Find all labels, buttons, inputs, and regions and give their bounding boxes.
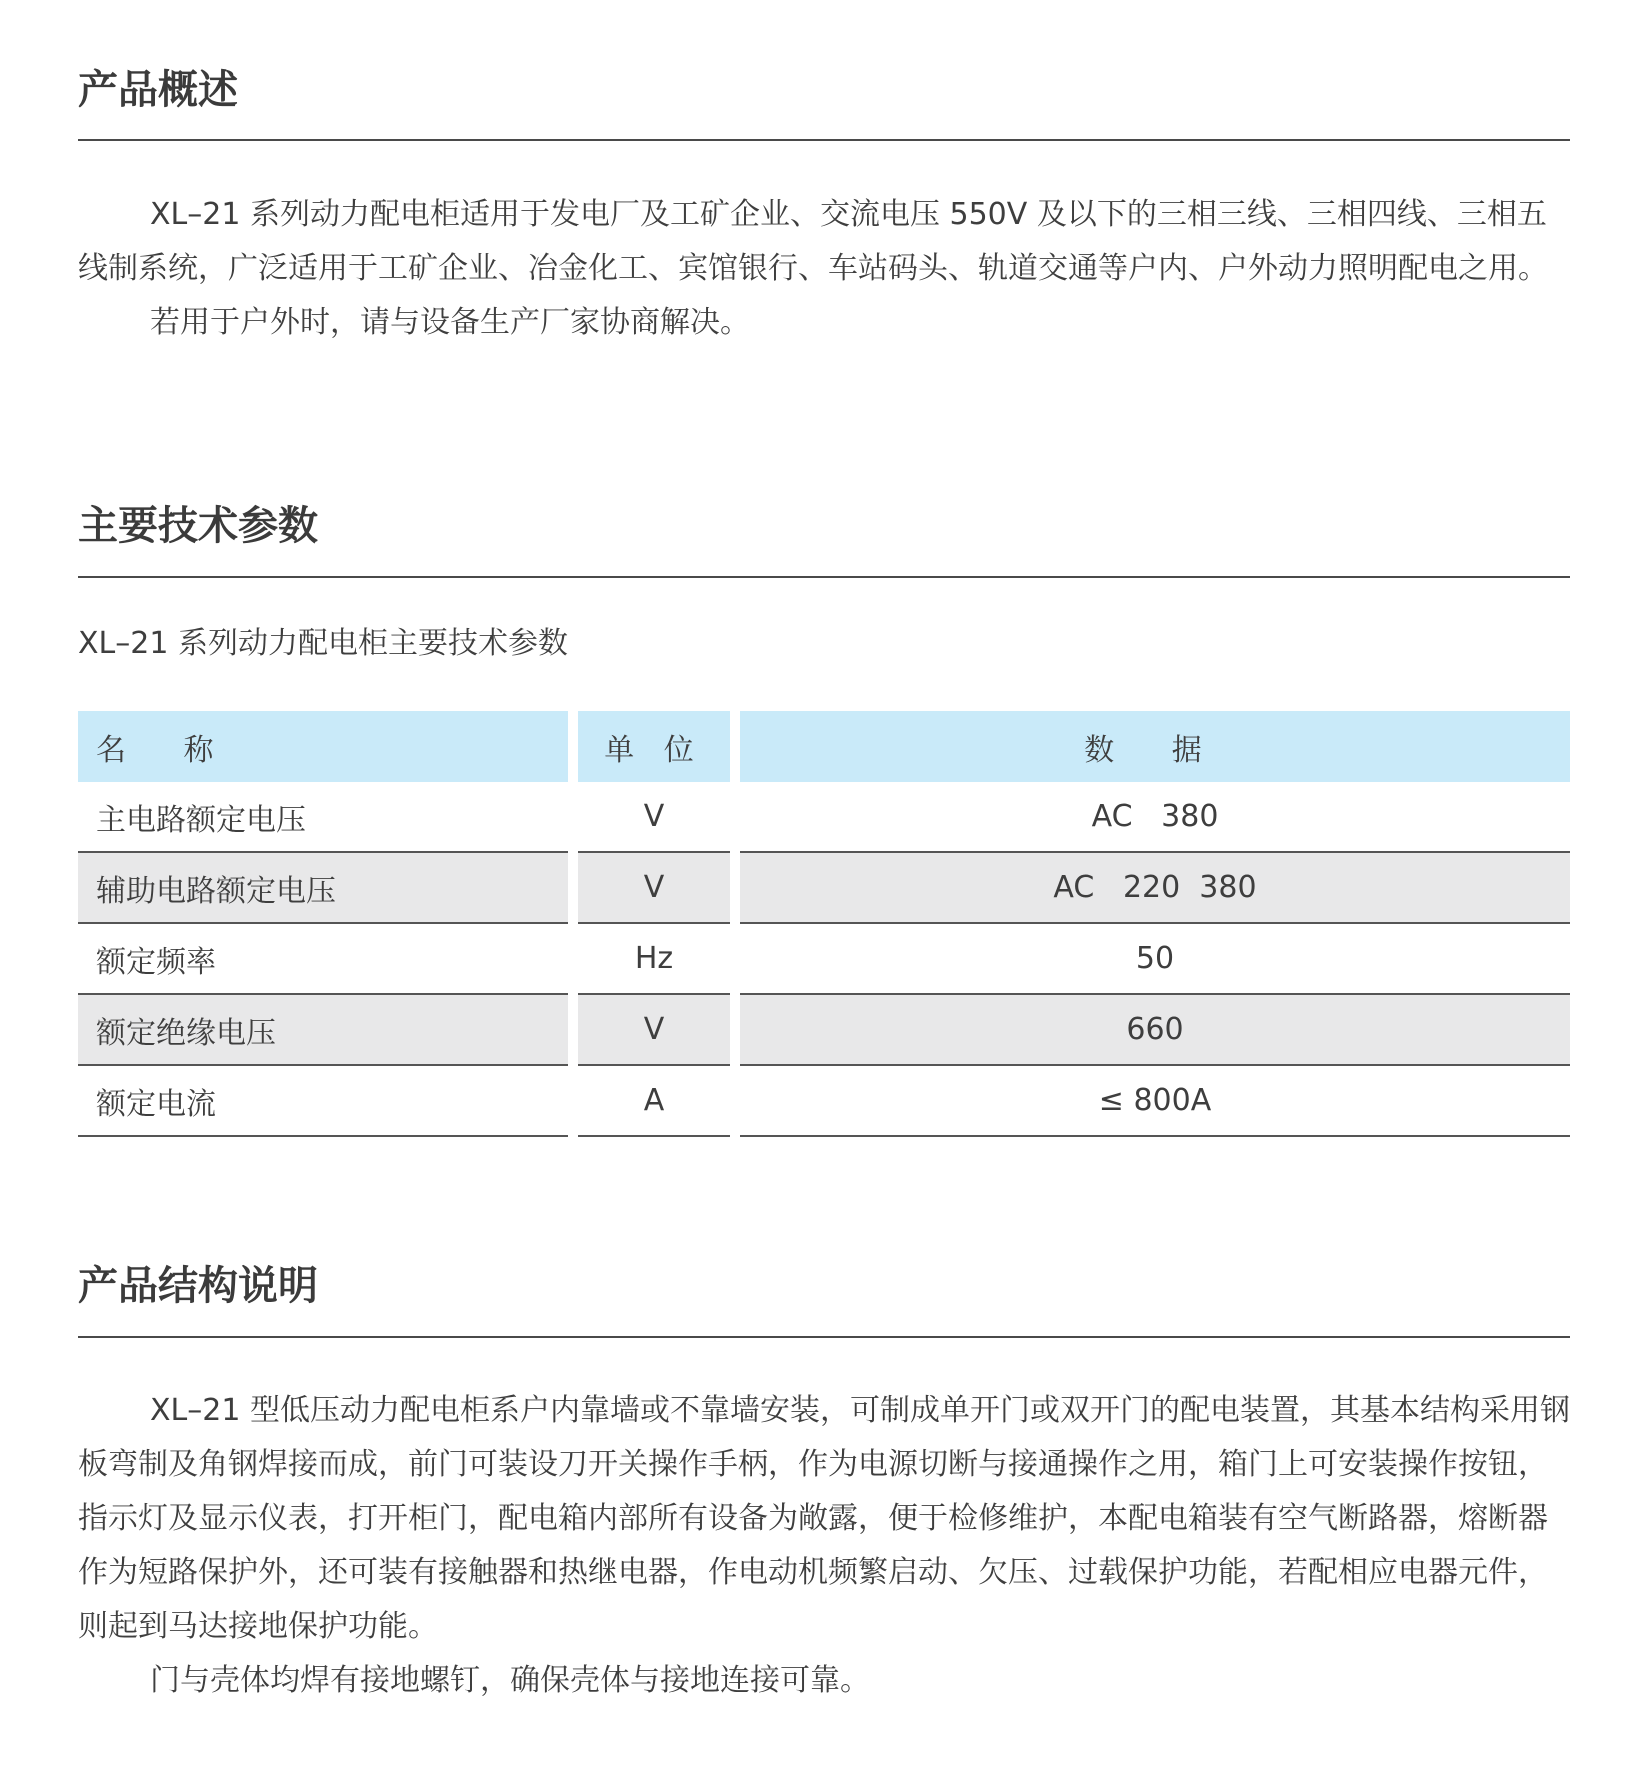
header-data: 数 据 bbox=[740, 711, 1570, 782]
row-gap bbox=[568, 924, 578, 995]
row-name: 额定绝缘电压 bbox=[78, 995, 568, 1066]
table-row bbox=[78, 782, 1570, 853]
row-data: AC 380 bbox=[740, 782, 1570, 853]
row-data: 50 bbox=[740, 924, 1570, 995]
params-divider bbox=[78, 576, 1570, 578]
row-gap bbox=[730, 995, 740, 1066]
row-gap bbox=[568, 782, 578, 853]
row-name: 辅助电路额定电压 bbox=[78, 853, 568, 924]
overview-title: 产品概述 bbox=[78, 67, 238, 113]
overview-body bbox=[78, 188, 1570, 350]
params-title: 主要技术参数 bbox=[78, 503, 318, 549]
structure-divider bbox=[78, 1336, 1570, 1338]
params-table bbox=[78, 711, 1570, 1137]
row-name: 主电路额定电压 bbox=[78, 782, 568, 853]
row-unit: Hz bbox=[578, 924, 730, 995]
header-gap bbox=[730, 711, 740, 782]
row-data: ≤ 800A bbox=[740, 1066, 1570, 1137]
params-header-row bbox=[78, 711, 1570, 782]
row-gap bbox=[568, 853, 578, 924]
row-gap bbox=[730, 853, 740, 924]
table-row bbox=[78, 924, 1570, 995]
structure-body bbox=[78, 1384, 1570, 1708]
row-unit: A bbox=[578, 1066, 730, 1137]
params-table-wrap bbox=[78, 711, 1570, 1137]
row-unit: V bbox=[578, 782, 730, 853]
header-gap bbox=[568, 711, 578, 782]
params-subtitle: XL–21 系列动力配电柜主要技术参数 bbox=[78, 626, 568, 661]
row-unit: V bbox=[578, 995, 730, 1066]
table-row bbox=[78, 1066, 1570, 1137]
structure-section bbox=[78, 1258, 318, 1314]
overview-divider bbox=[78, 139, 1570, 141]
row-gap bbox=[730, 782, 740, 853]
params-subtitle-wrap bbox=[78, 624, 568, 664]
row-unit: V bbox=[578, 853, 730, 924]
params-section bbox=[78, 498, 318, 554]
row-gap bbox=[568, 1066, 578, 1137]
structure-title: 产品结构说明 bbox=[78, 1263, 318, 1309]
structure-paragraph-2: 门与壳体均焊有接地螺钉，确保壳体与接地连接可靠。 bbox=[150, 1663, 870, 1698]
row-gap bbox=[730, 924, 740, 995]
row-gap bbox=[568, 995, 578, 1066]
header-name: 名 称 bbox=[78, 711, 568, 782]
overview-paragraph-2: 若用于户外时，请与设备生产厂家协商解决。 bbox=[150, 305, 750, 340]
row-name: 额定电流 bbox=[78, 1066, 568, 1137]
table-row bbox=[78, 995, 1570, 1066]
row-gap bbox=[730, 1066, 740, 1137]
overview-paragraph-1: XL–21 系列动力配电柜适用于发电厂及工矿企业、交流电压 550V 及以下的三相三线、三相四线、三相五线制系统，广泛适用于工矿企业、冶金化工、宾馆银行、车站码头、轨道交通等户内、户外动力照明配电之用。 bbox=[78, 197, 1548, 286]
row-data: 660 bbox=[740, 995, 1570, 1066]
overview-section bbox=[78, 62, 238, 118]
row-name: 额定频率 bbox=[78, 924, 568, 995]
row-data: AC 220 380 bbox=[740, 853, 1570, 924]
header-unit: 单 位 bbox=[578, 711, 730, 782]
structure-paragraph-1: XL–21 型低压动力配电柜系户内靠墙或不靠墙安装，可制成单开门或双开门的配电装置，其基本结构采用钢板弯制及角钢焊接而成，前门可装设刀开关操作手柄，作为电源切断与接通操作之用，箱门上可安装操作按钮，指示灯及显示仪表，打开柜门，配电箱内部所有设备为敞露，便于检修维护，本配电箱装有空气断路器，熔断器作为短路保护外，还可装有接触器和热继电器，作电动机频繁启动、欠压、过载保护功能，若配相应电器元件，则起到马达接地保护功能。 bbox=[78, 1393, 1570, 1644]
table-row bbox=[78, 853, 1570, 924]
